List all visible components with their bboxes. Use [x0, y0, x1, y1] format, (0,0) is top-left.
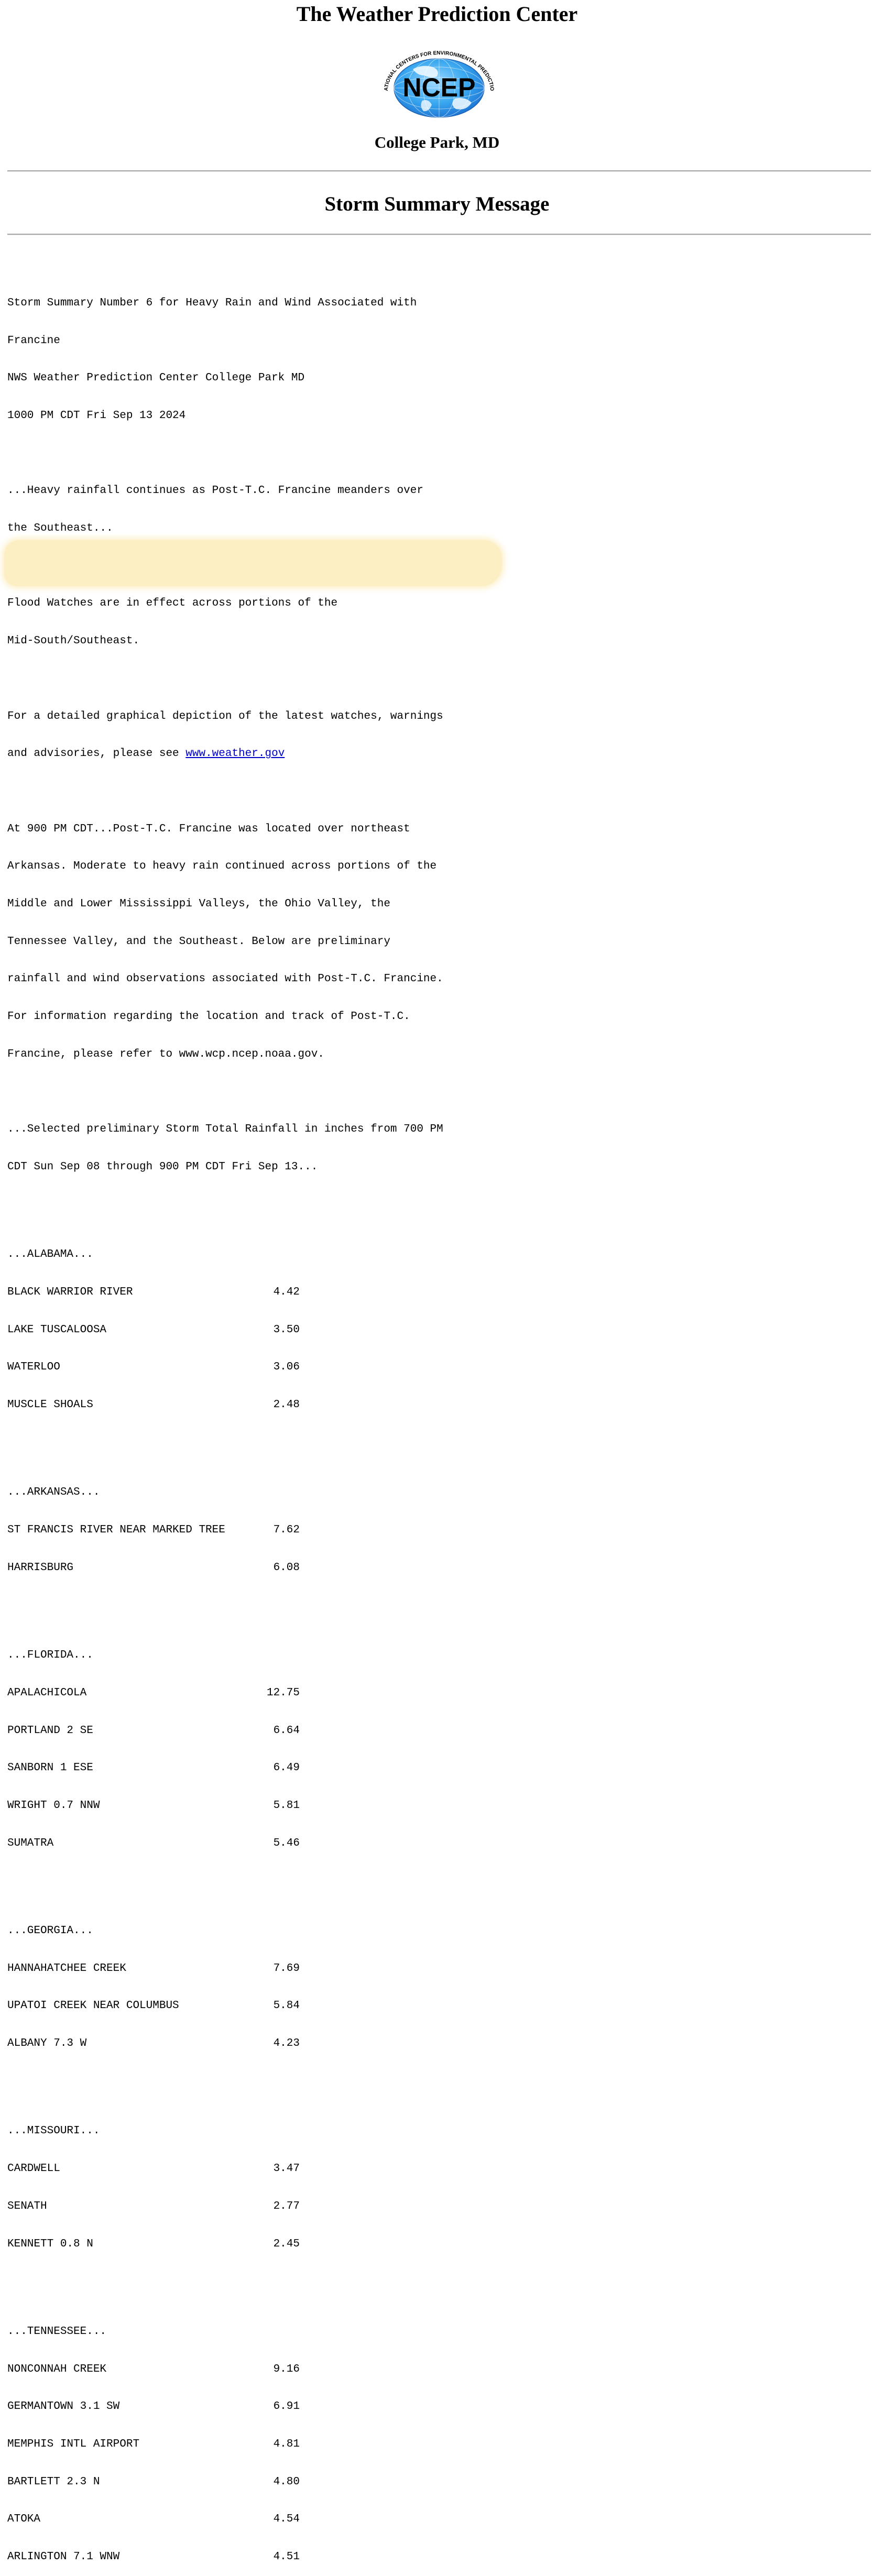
bulletin-issue-time: 1000 PM CDT Fri Sep 13 2024	[7, 409, 186, 422]
rainfall-row	[7, 1800, 867, 1812]
rainfall-value: 4.42	[273, 1286, 300, 1298]
rainfall-row	[7, 1286, 867, 1299]
rainfall-row	[7, 2000, 867, 2012]
rainfall-row	[7, 1361, 867, 1374]
rainfall-row	[7, 1399, 867, 1411]
site-name: GERMANTOWN 3.1 SW	[7, 2400, 120, 2413]
watches-line: Mid-South/Southeast.	[7, 635, 140, 648]
rainfall-value: 4.51	[273, 2551, 300, 2563]
discussion-line: For information regarding the location and track of Post-T.C.	[7, 1011, 410, 1023]
site-name: ALBANY 7.3 W	[7, 2037, 87, 2050]
rainfall-row	[7, 2163, 867, 2175]
rainfall-row	[7, 1963, 867, 1975]
rainfall-row	[7, 1562, 867, 1574]
discussion-line: rainfall and wind observations associated with Post-T.C. Francine.	[7, 973, 443, 985]
state-heading-tennessee: ...TENNESSEE...	[7, 2325, 107, 2338]
rainfall-value: 6.49	[273, 1762, 300, 1774]
rainfall-value: 7.62	[273, 1524, 300, 1537]
site-name: SENATH	[7, 2200, 47, 2212]
rainfall-value: 2.45	[273, 2238, 300, 2250]
site-name: LAKE TUSCALOOSA	[7, 1323, 107, 1336]
rainfall-row	[7, 2238, 867, 2251]
state-heading-arkansas: ...ARKANSAS...	[7, 1486, 100, 1499]
site-name: NONCONNAH CREEK	[7, 2363, 107, 2375]
site-name: ATOKA	[7, 2513, 41, 2526]
ncep-logo	[376, 46, 502, 120]
rainfall-row	[7, 2037, 867, 2050]
rainfall-value: 2.77	[273, 2200, 300, 2212]
rainfall-row	[7, 1725, 867, 1737]
headline-line: the Southeast...	[7, 522, 113, 535]
rainfall-row	[7, 1324, 867, 1336]
rainfall-header-line: CDT Sun Sep 08 through 900 PM CDT Fri Sep 13...	[7, 1160, 318, 1173]
site-name: SANBORN 1 ESE	[7, 1762, 93, 1774]
state-heading-missouri: ...MISSOURI...	[7, 2125, 100, 2137]
rainfall-row	[7, 2513, 867, 2526]
site-name: WATERLOO	[7, 1361, 60, 1374]
discussion-line: Francine, please refer to www.wcp.ncep.noaa.gov.	[7, 1048, 324, 1060]
ncep-logo-text: NCEP	[402, 73, 476, 102]
watches-line: Flood Watches are in effect across portions of the	[7, 597, 338, 610]
rainfall-row	[7, 1524, 867, 1537]
divider-bottom	[7, 234, 871, 235]
graphics-line-prefix: and advisories, please see	[7, 748, 186, 760]
rainfall-value: 6.64	[273, 1724, 300, 1737]
site-name: KENNETT 0.8 N	[7, 2238, 93, 2250]
site-name: ARLINGTON 7.1 WNW	[7, 2551, 120, 2563]
rainfall-value: 4.80	[273, 2475, 300, 2488]
site-name: CARDWELL	[7, 2163, 60, 2175]
rainfall-row	[7, 2551, 867, 2563]
page-heading: Storm Summary Message	[324, 193, 550, 215]
rainfall-row	[7, 2400, 867, 2413]
site-name: BLACK WARRIOR RIVER	[7, 1286, 133, 1298]
rainfall-value: 9.16	[273, 2363, 300, 2375]
storm-summary-bulletin	[7, 272, 867, 2576]
rainfall-row	[7, 1687, 867, 1700]
site-name: PORTLAND 2 SE	[7, 1724, 93, 1737]
rainfall-value: 4.81	[273, 2438, 300, 2450]
rainfall-value: 3.47	[273, 2163, 300, 2175]
state-heading-florida: ...FLORIDA...	[7, 1649, 93, 1662]
site-name: APALACHICOLA	[7, 1686, 87, 1699]
rainfall-value: 6.08	[273, 1561, 300, 1574]
state-heading-georgia: ...GEORGIA...	[7, 1924, 93, 1937]
discussion-line: Tennessee Valley, and the Southeast. Below are preliminary	[7, 935, 390, 948]
rainfall-row	[7, 1762, 867, 1774]
graphics-line-with-link	[7, 748, 867, 760]
rainfall-row	[7, 2363, 867, 2376]
rainfall-value: 5.84	[273, 2000, 300, 2012]
rainfall-value: 2.48	[273, 1399, 300, 1411]
site-name: HANNAHATCHEE CREEK	[7, 1962, 126, 1975]
site-name: HARRISBURG	[7, 1561, 74, 1574]
bulletin-title-line: Francine	[7, 334, 60, 347]
ncep-globe-icon	[376, 46, 502, 120]
state-heading-alabama: ...ALABAMA...	[7, 1248, 93, 1261]
rainfall-value: 12.75	[266, 1686, 300, 1699]
location-label: College Park, MD	[374, 133, 500, 151]
divider-top	[7, 170, 871, 172]
rainfall-row	[7, 1837, 867, 1850]
site-name: MUSCLE SHOALS	[7, 1399, 93, 1411]
rainfall-value: 6.91	[273, 2400, 300, 2413]
weather-gov-link[interactable]: www.weather.gov	[185, 748, 285, 760]
discussion-line: Arkansas. Moderate to heavy rain continued across portions of the	[7, 860, 437, 873]
site-name: MEMPHIS INTL AIRPORT	[7, 2438, 140, 2450]
rainfall-row	[7, 2438, 867, 2451]
site-name: SUMATRA	[7, 1837, 54, 1849]
site-name: ST FRANCIS RIVER NEAR MARKED TREE	[7, 1524, 225, 1537]
discussion-line: At 900 PM CDT...Post-T.C. Francine was located over northeast	[7, 823, 410, 835]
rainfall-value: 4.54	[273, 2513, 300, 2526]
ncep-logo-ring-text: ATIONAL CENTERS FOR ENVIRONMENTAL PREDICTIO	[383, 50, 495, 91]
bulletin-office-line: NWS Weather Prediction Center College Park MD	[7, 372, 305, 385]
rainfall-value: 3.50	[273, 1323, 300, 1336]
rainfall-header-line: ...Selected preliminary Storm Total Rainfall in inches from 700 PM	[7, 1123, 443, 1136]
site-name: UPATOI CREEK NEAR COLUMBUS	[7, 2000, 179, 2012]
headline-line: ...Heavy rainfall continues as Post-T.C. Francine meanders over	[7, 485, 423, 497]
rainfall-value: 5.81	[273, 1799, 300, 1812]
site-name: WRIGHT 0.7 NNW	[7, 1799, 100, 1812]
discussion-line: Middle and Lower Mississippi Valleys, the Ohio Valley, the	[7, 898, 390, 911]
rainfall-value: 7.69	[273, 1962, 300, 1975]
rainfall-row	[7, 2476, 867, 2489]
rainfall-value: 4.23	[273, 2037, 300, 2050]
rainfall-value: 5.46	[273, 1837, 300, 1849]
rainfall-value: 3.06	[273, 1361, 300, 1374]
graphics-line: For a detailed graphical depiction of the latest watches, warnings	[7, 710, 443, 722]
site-title: The Weather Prediction Center	[296, 2, 578, 26]
bulletin-title-line: Storm Summary Number 6 for Heavy Rain and Wind Associated with	[7, 297, 417, 309]
rainfall-row	[7, 2200, 867, 2213]
site-name: BARTLETT 2.3 N	[7, 2475, 100, 2488]
